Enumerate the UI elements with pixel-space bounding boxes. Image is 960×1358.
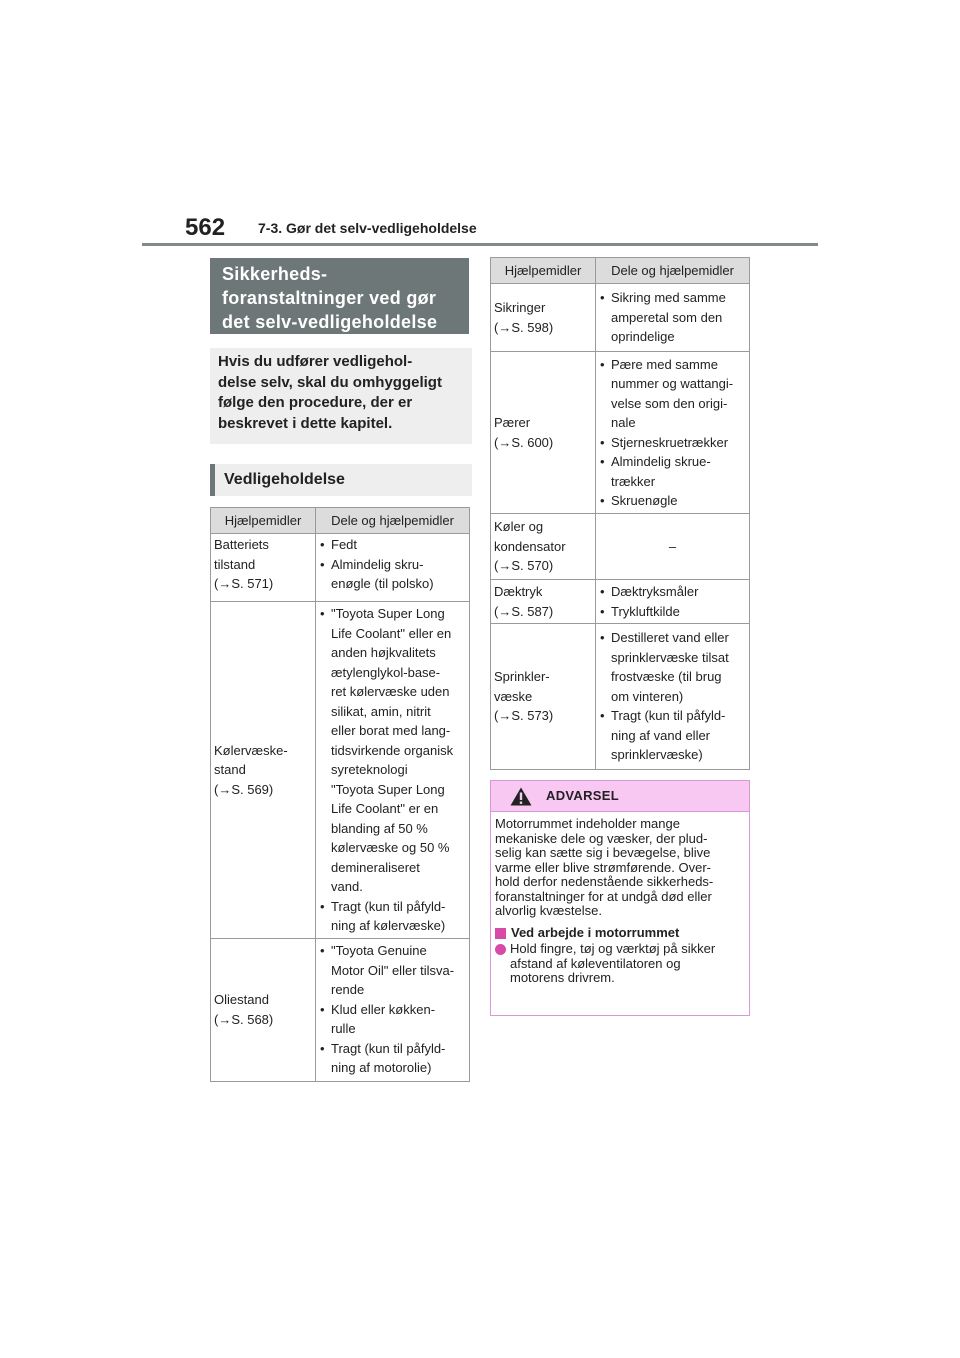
list-item: • Fedt [319, 535, 466, 555]
list-item: • Almindelig skru- enøgle (til polsko) [319, 555, 466, 594]
warning-triangle-icon [510, 787, 532, 806]
table-row [211, 534, 470, 602]
tool-cell: Pærer (→S. 600) [491, 352, 596, 514]
list-item: • Dæktryksmåler [599, 582, 746, 602]
maintenance-heading: Vedligeholdelse [210, 464, 472, 496]
parts-cell-empty: – [596, 514, 750, 580]
table-row [491, 352, 750, 514]
table-row [211, 938, 470, 1081]
safety-heading: Sikkerheds- foranstaltninger ved gør det selv-vedligeholdelse [210, 258, 469, 334]
table-row [491, 580, 750, 624]
parts-cell [596, 580, 750, 624]
list-item: • Destilleret vand eller sprinklervæske tilsat frostvæske (til brug om vinteren) [599, 628, 746, 706]
page-number: 562 [185, 214, 226, 241]
list-item: • Trykluftkilde [599, 602, 746, 622]
tool-cell: Batteriets tilstand (→S. 571) [211, 534, 316, 602]
warning-subheading-text: Ved arbejde i motorrummet [511, 924, 680, 940]
circle-bullet-icon [495, 944, 506, 955]
column-header-parts: Dele og hjælpemidler [596, 258, 750, 284]
parts-cell [316, 602, 470, 939]
tool-cell: Oliestand (→S. 568) [211, 938, 316, 1081]
warning-title: ADVARSEL [546, 788, 619, 803]
square-bullet-icon [495, 928, 506, 939]
column-header-parts: Dele og hjælpemidler [316, 508, 470, 534]
list-item: • Almindelig skrue- trækker [599, 452, 746, 491]
maintenance-table-left [210, 507, 470, 1082]
list-item: • Stjerneskruetrækker [599, 433, 746, 453]
section-title: 7-3. Gør det selv-vedligeholdelse [258, 220, 477, 236]
parts-cell [596, 624, 750, 770]
column-header-tools: Hjælpemidler [491, 258, 596, 284]
list-item: • Sikring med samme amperetal som den oprindelige [599, 288, 746, 347]
warning-subheading [495, 926, 744, 941]
list-item: • Skruenøgle [599, 491, 746, 511]
warning-bullet-text: Hold fingre, tøj og værktøj på sikker afstand af køleventilatoren og motorens drivrem. [510, 941, 716, 985]
tool-cell: Kølervæske- stand (→S. 569) [211, 602, 316, 939]
table-row [491, 284, 750, 352]
list-item: • Tragt (kun til påfyld- ning af kølervæske) [319, 897, 466, 936]
table-row [491, 624, 750, 770]
table-header-row [211, 508, 470, 534]
list-item: • Tragt (kun til påfyld- ning af vand eller sprinklervæske) [599, 706, 746, 765]
parts-cell [316, 938, 470, 1081]
header-rule [142, 243, 818, 246]
tool-cell: Køler og kondensator (→S. 570) [491, 514, 596, 580]
tool-cell: Dæktryk (→S. 587) [491, 580, 596, 624]
warning-text: Motorrummet indeholder mange mekaniske dele og væsker, der plud- selig kan sætte sig i bevægelse, blive varme eller blive strømførende. Over- hold derfor nedenstående sikkerheds- foranstaltninger for at undgå død eller alvorlig kvæstelse. [495, 816, 714, 918]
tool-cell: Sprinkler- væske (→S. 573) [491, 624, 596, 770]
warning-body [491, 812, 749, 986]
table-row [491, 514, 750, 580]
table-row [211, 602, 470, 939]
safety-intro: Hvis du udfører vedligehol- delse selv, skal du omhyggeligt følge den procedure, der er beskrevet i dette kapitel. [210, 348, 472, 444]
table-header-row [491, 258, 750, 284]
parts-cell [596, 284, 750, 352]
warning-bullet [495, 942, 744, 986]
parts-cell [596, 352, 750, 514]
maintenance-table-right [490, 257, 750, 770]
warning-header [491, 781, 749, 812]
list-item: • "Toyota Genuine Motor Oil" eller tilsva- rende [319, 941, 466, 1000]
warning-box [490, 780, 750, 1016]
list-item: • Tragt (kun til påfyld- ning af motorolie) [319, 1039, 466, 1078]
list-item: • Pære med samme nummer og wattangi- velse som den origi- nale [599, 355, 746, 433]
list-item: • "Toyota Super Long Life Coolant" eller en anden højkvalitets ætylenglykol-base- ret kølervæske uden silikat, amin, nitrit eller borat med lang- tidsvirkende organisk syreteknologi "Toyota Super Long Life Coolant" er en blanding af 50 % kølervæske og 50 % demineraliseret vand. [319, 604, 466, 897]
parts-cell [316, 534, 470, 602]
tool-cell: Sikringer (→S. 598) [491, 284, 596, 352]
list-item: • Klud eller køkken- rulle [319, 1000, 466, 1039]
column-header-tools: Hjælpemidler [211, 508, 316, 534]
